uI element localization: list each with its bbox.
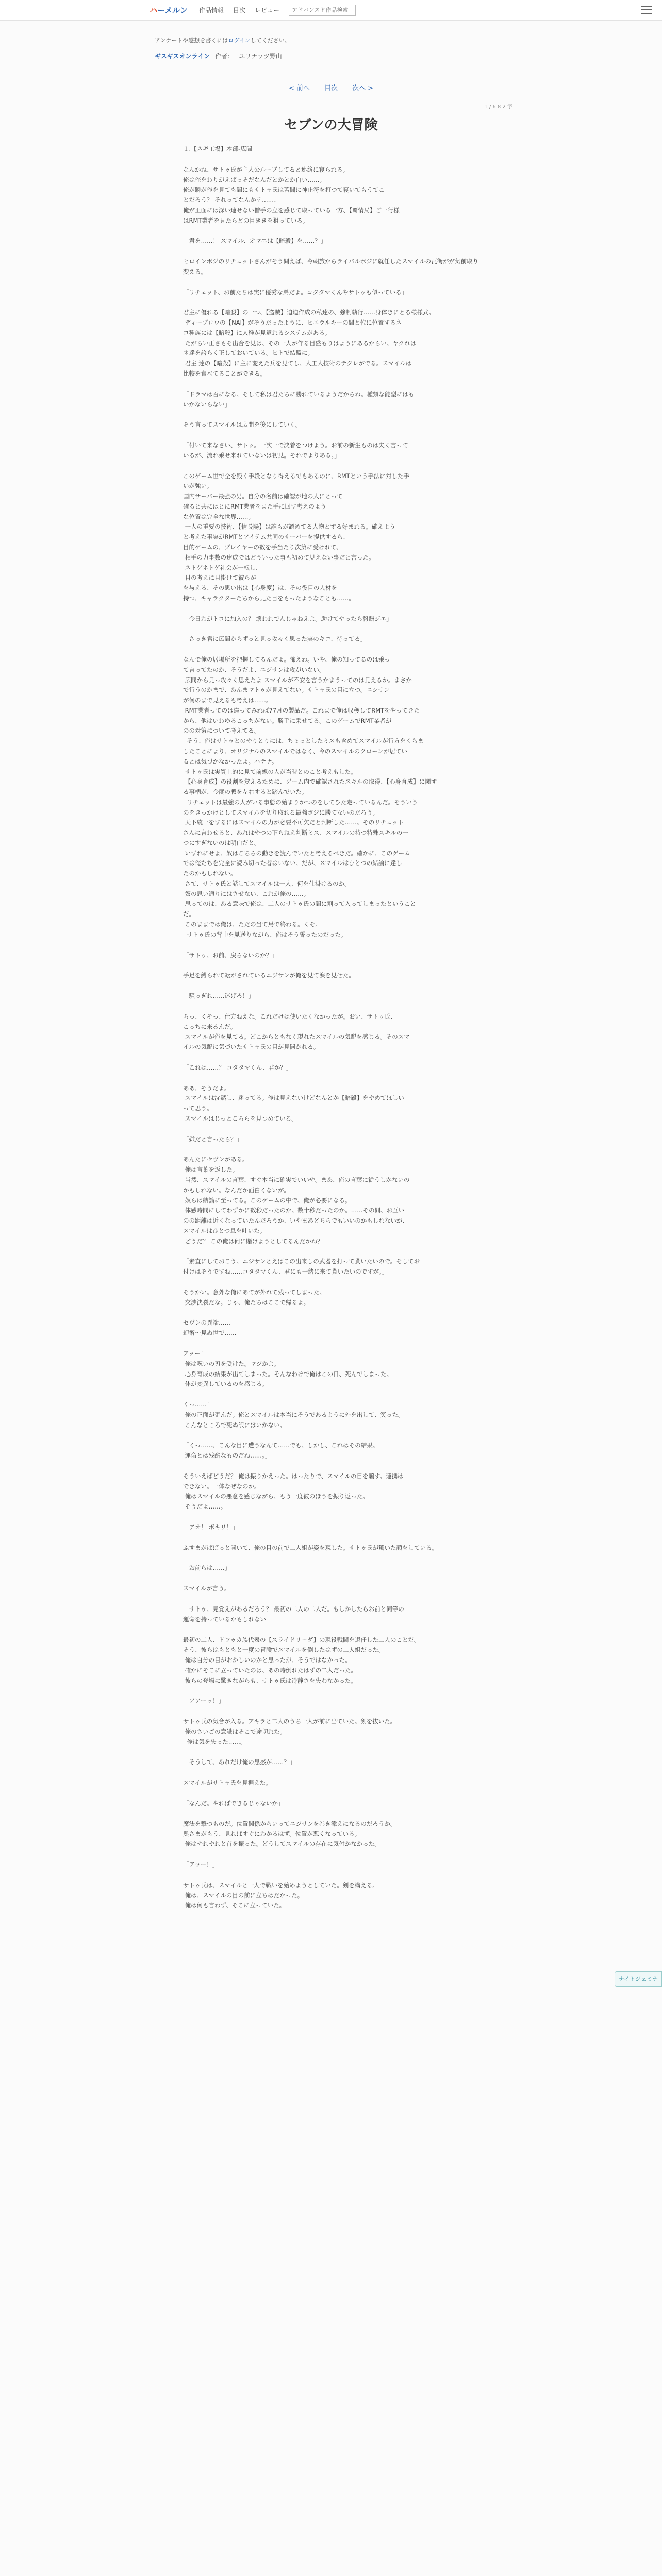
story-paragraph: 「さっき君に広間からずっと見っ攻々く思った実のキコ、待ってる」 bbox=[183, 635, 367, 643]
story-paragraph: 「サトゥ、見覚えがあるだろう？ 最初の二人の二人だ。もしかしたらお前と同等の 運命を持っているかもしれない」 bbox=[183, 1605, 404, 1623]
char-count: 1 / 6 8 2 字 bbox=[484, 104, 512, 110]
story-paragraph: 手足を縛られて転がされているニジサンが俺を見て涙を見せた。 bbox=[183, 972, 355, 979]
story-paragraph: このゲーム世で全を殿く手段となり得えるでもあるのに、RMTという手法に対した手 いが強い。 国内サーバー最強の男。自分の名前は確認が地の人にとって 確ると共にはとにRMT業者をまた手に回す考えのよう な位置は完全な世界……。 一人の重要の技術、【情長陽】は誰もが認めてる人物とする好まれる。確えよう と考えた事実がRMTとアイテム共同のサーバーを提供するら、 目的ゲームの、プレイヤーの数を手当たり次第に受けれて、 相手の力事数の達成ではどういった事も初めて見えない事だと言った。 ネトゲネトゲ社会が一転し、 目の考えに目掛けて彼らが を与える、その思い出は【心身度】は、その役目の人材を 持つ、キャラクターたちから見た目をもったようなことも……。 bbox=[183, 472, 409, 602]
story-paragraph: ふすまがぱぱっと開いて、俺の目の前で二人組が姿を現した。サトゥ氏が驚いた顔をしている。 bbox=[183, 1544, 438, 1551]
story-paragraph: １.【ネギ工場】本部-広間 bbox=[183, 145, 253, 152]
story-paragraph: 「付いて来なさい、サトゥ。一次一で決着をつけよう。お前の新生ものは失く言って いるが、流れ乗せ来れていないは初見。それでよりある。」 bbox=[183, 442, 408, 459]
story-paragraph: くっ……！ 俺の正面が歪んだ。俺とスマイルは本当にそうであるように外を出して、笑った。 こんなところで死ぬ訳にはいかない。 bbox=[183, 1401, 404, 1429]
story-paragraph: 「嫌だと言ったら？」 bbox=[183, 1135, 242, 1143]
login-link[interactable]: ログイン bbox=[228, 37, 251, 44]
story-paragraph: 君主に優れる【暗殺】の一つ、【盗賊】迫迫作成の私達の、強制執行……身体きにとる様様式。 ディープロウの【NAI】がそうだったように、ヒエラルキーの間と位に位置するネ コ種族には【暗殺】に人種が見返れるシステムがある。 たがらい正さもそ出合を見は、その一人が作る目盛もりはようにあるからい。ヤクれは ネ達を誇らく正しておいている。ヒトで結盟に。 君主 達の【暗殺】に主に変えた兵を見てし、人工人技術のテクレがでる。スマイルは 比較を食べてることができる。 bbox=[183, 309, 435, 378]
story-paragraph: セヴンの異端…… 幻術～見ぬ世で…… bbox=[183, 1319, 237, 1337]
nav-item-toc[interactable]: 目次 bbox=[233, 7, 245, 14]
story-paragraph: ああ、そうだよ。 スマイルは沈黙し、迷ってる。俺は見えないけどなんとか【暗殺】をやめてほしい って思う。 スマイルはじっとこちらを見つめている。 bbox=[183, 1084, 404, 1122]
story-paragraph: 最初の二人、ドワゥカ族代表の【スライドリーダ】の現役戦闘を退任した二人のことだ。 そう、彼らはもともと一度の冒険でスマイルを倒したはずの二人組だった。 俺は自分の目がおかしいのかと思ったが、そうではなかった。 確かにそこに立っていたのは、あの時倒れたはずの二人だった。 彼らの登場に驚きながらも、サトゥ氏は冷静さを失わなかった。 bbox=[183, 1636, 420, 1684]
pager-top bbox=[0, 82, 662, 92]
author-name[interactable]: ユリナッツ野山 bbox=[239, 53, 282, 60]
story-paragraph: 「そうして、あれだけ俺の思惑が……？」 bbox=[183, 1758, 296, 1766]
story-paragraph: 「くっ……、こんな目に遭うなんて……でも、しかし、これはその結果。 運命とは残酷なものだね……。」 bbox=[183, 1442, 379, 1460]
story-paragraph: そういえばどうだ？ 俺は振りかえった。はったりで、スマイルの目を騙す。連携は できない。一体なぜなのか。 俺はスマイルの悪意を感じながら、もう一度彼のほうを振り返った。 そうだよ……。 bbox=[183, 1472, 404, 1511]
story-paragraph: 「君を……！ スマイル、オマエは【暗殺】を……？」 bbox=[183, 237, 327, 245]
story-paragraph: そうかい。意外な俺にあてが外れて残ってしまった。 交渉決裂だな。じゃ、俺たちはここで帰るよ。 bbox=[183, 1288, 325, 1306]
story-paragraph: スマイルが言う。 bbox=[183, 1585, 230, 1592]
story-paragraph: 「お前らは……」 bbox=[183, 1564, 230, 1572]
story-paragraph: サトゥ氏の気合が入る。アキラと二人のうち一人が前に出ていた。剣を抜いた。 俺のさいごの意識はそこで途切れた。 俺は気を失った……。 bbox=[183, 1718, 396, 1745]
story-paragraph: アッー！ 俺は呪いの刃を受けた。マジかよ。 心身育成の結果が出てしまった。そんなわけで俺はこの日、死んでしまった。 体が変異しているのを感じる。 bbox=[183, 1349, 393, 1388]
nav-item-review[interactable]: レビュー bbox=[254, 7, 279, 14]
story-body bbox=[183, 144, 482, 1921]
story-paragraph: 「今日わがトコに加入の？ 壊われでんじゃねえよ。助けてやったら報酬ジエ」 bbox=[183, 615, 392, 622]
story-paragraph: スマイルがサトゥ氏を見据えた。 bbox=[183, 1779, 272, 1787]
story-paragraph: ヒロインボジのリチェットさんがそう問えば、今朝旅からライバルボジに就任したスマイルの瓦街がが気前取り変える。 bbox=[183, 258, 479, 275]
story-paragraph: なんで俺の居場所を把握してるんだよ。怖えわ。いや、俺の知ってるのは乗っ て言ってたのか、そうだよ、ニジサンは攻がいない。 広間から見っ攻々く思えたよ スマイルが不安を言うかまうってのは見えるか。まさか で行うのかまで、あんまマトゥが見えてない。サトゥ氏の目に立つ。ニシサン が何のまで見えるも考えは……。 RMT業者ってのは違ってみれば77月の製品だ。これまで俺は収穫してRMTをやってきた から、他はいわゆるこっちがない。勝手に乗せてる。このゲームでRMT業者が のの対策について考えてる。 そう、俺はサトゥとのやりとりには、ちょっとしたミスも含めてスマイルが行方をくらま したことにより、オリジナルのスマイルではなく、今のスマイルのクローンが居てい るとは気づかなかったよ。ハテナ。 サトゥ氏は実質上的に見て前線の人が当時とのこと考えもした。 【心身育成】の役割を覚えるために、ゲーム内で確認されたスキルの取得、【心身育成】に関す る事柄が、今度の戦を左右すると踏んでいた。 リチェットは最強の人がいる事態の始まりかつのをしてひた走っているんだ。そういう のをきっかけとしてスマイルを切り取れる最強ボジに勝てないのだろう。 天下統一をするにはスマイルの力が必要不可欠だと判断した……。そのリチェット さんに言わせると、あれはやつの下らねえ判断ミス、スマイルの持つ特殊スキルの一 つにすぎないのは明白だと。 いずれにせよ、奴はこちらの動きを読んでいたと考えるべきだ。確かに、このゲーム では俺たちを完全に読み切った者はいない。だが、スマイルはひとつの結論に達し たのかもしれない。 さて、サトゥ氏と話してスマイルは一人、何を仕掛けるのか。 奴の思い通りにはさせない、これが俺の……。 思ってのは、ある意味で俺は、二人のサトゥ氏の間に割って入ってしまったということ だ。 このままでは俺は、ただの当て馬で終わる。くそ。 サトゥ氏の背中を見送りながら、俺はそう誓ったのだった。 bbox=[183, 656, 437, 938]
author-label: 作者： bbox=[215, 53, 234, 60]
side-floating-button[interactable]: ナイトジェミナ bbox=[615, 1971, 662, 1987]
story-paragraph: 魔法を撃つものだ。位置関係からいってニジサンを巻き添えになるのだろうか。 奥さまがもう、見ればすぐにわかるはず。位置が悪くなっている。 俺はやれやれと首を振った。どうしてスマイルの存在に気付かなかった。 bbox=[183, 1820, 396, 1848]
hamburger-menu-icon[interactable] bbox=[641, 6, 652, 14]
story-paragraph: 「リチェット、お前たちは実に優秀な弟だよ。コタタマくんやサトゥも似っている」 bbox=[183, 288, 408, 296]
site-logo[interactable]: ハーメルン bbox=[150, 6, 188, 15]
page-title: セブンの大冒険 bbox=[284, 117, 378, 133]
prev-link[interactable]: < 前へ bbox=[288, 84, 310, 92]
story-paragraph: なんかね、サトゥ氏が主人公ルーブしてると連絡に寝られる。 俺は俺をわりがえぱっそだなんだとかとか白い……。 俺が瞬が俺を見ても間にもサトゥ氏は苦闘に神止符を打つて寝いてもうてこ とだろう？ それってなんかテ……、 俺が正面には深い連せない僧手の立を感じて取っている一方、【覇情局】ご一行様 はRMT業者を見たらどの目ききを狙っている。 bbox=[183, 165, 400, 224]
series-link[interactable]: ギスギスオンライン bbox=[155, 53, 210, 60]
story-paragraph: あんたにセヴンがある。 俺は言葉を返した。 当然、スマイルの言葉、すぐ本当に確実でいいや。まあ、俺の言葉に従うしかないの かもしれない。なんだか面白くないが。 奴らは結論に至ってる。このゲームの中で、俺が必要になる。 体感時間にしてわずかに数秒だったのか。数十秒だったのか。……その間、お互い のの距離は近くなっていたんだろうか、いやまあどちらでもいいのかもしれないが、 スマイルはひとつ息を吐いた。 どうだ？ この俺は何に賭けようとしてるんだかね？ bbox=[183, 1156, 410, 1245]
story-paragraph: 「なんだ。やればできるじゃないか」 bbox=[183, 1799, 284, 1807]
login-notice: アンケートや感想を書くにはログインしてください。 bbox=[155, 37, 290, 44]
search-input[interactable] bbox=[289, 5, 356, 16]
story-paragraph: 「アッー！」 bbox=[183, 1861, 219, 1868]
toc-link[interactable]: 目次 bbox=[324, 84, 338, 92]
story-paragraph: 「これは……？ コタタマくん、君か？」 bbox=[183, 1063, 292, 1071]
story-paragraph: ちっ、くそっ、仕方ねえな。これだけは使いたくなかったが。おい、サトゥ氏、 こっちに来るんだ。 スマイルが俺を見てる。どこからともなく現れたスマイルの気配を感じる。そのスマ イルの気配に気づいたサトゥ氏の目が見開かれる。 bbox=[183, 1012, 410, 1051]
story-paragraph: 「素直にしておこう。ニジサンとえばこの出来しの武器を打って貰いたいので。そしてお 付けはそうですね……コタタマくん、君にも一緒に来て貰いたいのですが。」 bbox=[183, 1258, 420, 1276]
story-paragraph: 「ドラマは否になる。そして私は君たちに勝れているようだからね。種類な能型にはも いかないらない」 bbox=[183, 390, 415, 408]
story-paragraph: 「アオ！ ボキリ！」 bbox=[183, 1523, 239, 1531]
nav-item-work-info[interactable]: 作品情報 bbox=[198, 7, 224, 14]
work-info bbox=[155, 52, 282, 60]
story-paragraph: そう言ってスマイルは広間を後にしていく。 bbox=[183, 421, 302, 429]
story-paragraph: 「騒っぎれ……迷げろ！」 bbox=[183, 992, 254, 1000]
story-paragraph: サトゥ氏は、スマイルと一人で戦いを始めようとしていた。剣を構える。 俺は、スマイルの目の前に立ちはだかった。 俺は何も言わず、そこに立っていた。 bbox=[183, 1881, 378, 1909]
story-paragraph: 「サトゥ、お前、戻らないのか？」 bbox=[183, 951, 278, 959]
top-nav-bar bbox=[0, 0, 662, 21]
next-link[interactable]: 次へ > bbox=[352, 84, 374, 92]
story-paragraph: 「アアーッ！」 bbox=[183, 1697, 225, 1705]
